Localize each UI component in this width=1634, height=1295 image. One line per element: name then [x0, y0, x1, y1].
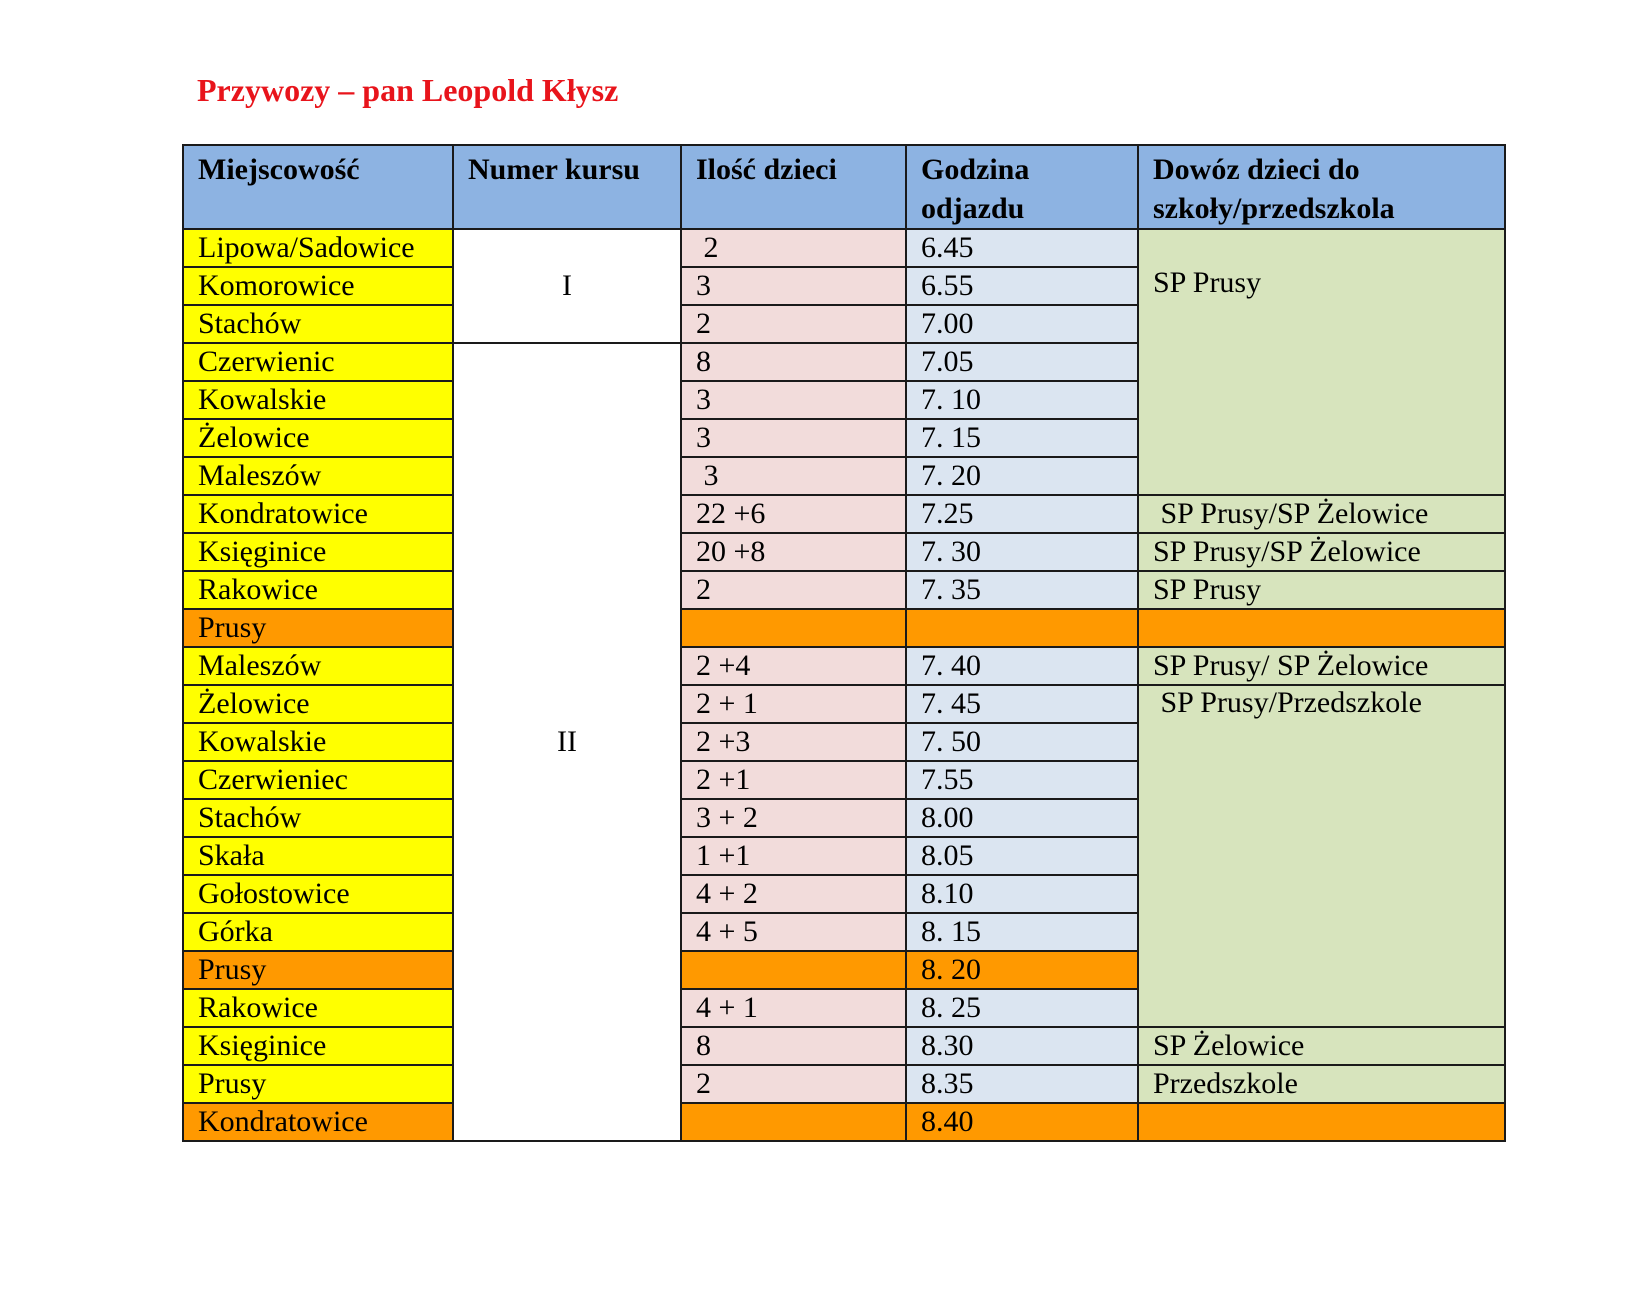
time-cell: 7. 20: [906, 457, 1138, 495]
kids-cell: 8: [681, 343, 906, 381]
destination-cell: SP Prusy/Przedszkole: [1138, 685, 1505, 1027]
table-row: [183, 1027, 1505, 1065]
kids-cell: 3: [681, 381, 906, 419]
kids-cell: 2 +3: [681, 723, 906, 761]
time-cell: 8. 15: [906, 913, 1138, 951]
destination-cell: [1138, 609, 1505, 647]
time-cell: 7.00: [906, 305, 1138, 343]
destination-cell: [1138, 1103, 1505, 1141]
place-cell: Księginice: [183, 533, 453, 571]
table-row: [183, 1103, 1505, 1141]
place-cell: Stachów: [183, 305, 453, 343]
kids-cell: 2 + 1: [681, 685, 906, 723]
kids-cell: 2 +4: [681, 647, 906, 685]
place-cell: Kowalskie: [183, 381, 453, 419]
place-cell: Skała: [183, 837, 453, 875]
destination-cell: SP Prusy: [1138, 229, 1505, 495]
kids-cell: 3: [681, 457, 906, 495]
kids-cell: 2: [681, 305, 906, 343]
place-cell: Maleszów: [183, 457, 453, 495]
time-cell: 7. 30: [906, 533, 1138, 571]
place-cell: Komorowice: [183, 267, 453, 305]
table-row: [183, 685, 1505, 723]
header-time-line1: Godzina: [921, 153, 1030, 186]
header-dest-line2: szkoły/przedszkola: [1153, 192, 1395, 225]
time-cell: 8.40: [906, 1103, 1138, 1141]
kids-cell: 20 +8: [681, 533, 906, 571]
time-cell: 7.25: [906, 495, 1138, 533]
kids-cell: 2: [681, 1065, 906, 1103]
place-cell: Czerwienic: [183, 343, 453, 381]
place-cell: Prusy: [183, 1065, 453, 1103]
place-cell: Żelowice: [183, 419, 453, 457]
destination-cell: SP Żelowice: [1138, 1027, 1505, 1065]
table-row: [183, 533, 1505, 571]
kids-cell: 1 +1: [681, 837, 906, 875]
place-cell: Stachów: [183, 799, 453, 837]
time-cell: 8.35: [906, 1065, 1138, 1103]
header-destination: [1138, 145, 1505, 229]
time-cell: 8.05: [906, 837, 1138, 875]
kids-cell: [681, 951, 906, 989]
destination-cell: SP Prusy: [1138, 571, 1505, 609]
time-cell: 7. 40: [906, 647, 1138, 685]
place-cell: Górka: [183, 913, 453, 951]
kids-cell: [681, 609, 906, 647]
table-row: [183, 229, 1505, 267]
table-row: [183, 1065, 1505, 1103]
place-cell: Kowalskie: [183, 723, 453, 761]
header-place: Miejscowość: [183, 145, 453, 229]
kids-cell: 4 + 2: [681, 875, 906, 913]
time-cell: 6.55: [906, 267, 1138, 305]
table-row: [183, 609, 1505, 647]
schedule-table: [182, 144, 1506, 1142]
place-cell: Księginice: [183, 1027, 453, 1065]
time-cell: 8.30: [906, 1027, 1138, 1065]
time-cell: 7. 35: [906, 571, 1138, 609]
time-cell: 7. 50: [906, 723, 1138, 761]
kids-cell: 4 + 5: [681, 913, 906, 951]
destination-cell: Przedszkole: [1138, 1065, 1505, 1103]
time-cell: 8.10: [906, 875, 1138, 913]
place-cell: Prusy: [183, 951, 453, 989]
time-cell: 6.45: [906, 229, 1138, 267]
time-cell: 7.05: [906, 343, 1138, 381]
kids-cell: 2 +1: [681, 761, 906, 799]
header-kids: Ilość dzieci: [681, 145, 906, 229]
kids-cell: 22 +6: [681, 495, 906, 533]
kids-cell: 3: [681, 419, 906, 457]
header-time-line2: odjazdu: [921, 192, 1025, 225]
course-cell-first: I: [453, 229, 681, 343]
table-row: [183, 495, 1505, 533]
kids-cell: 4 + 1: [681, 989, 906, 1027]
table-row: [183, 571, 1505, 609]
destination-cell: SP Prusy/SP Żelowice: [1138, 495, 1505, 533]
table-header-row: [183, 145, 1505, 229]
kids-cell: 2: [681, 229, 906, 267]
time-cell: 8. 25: [906, 989, 1138, 1027]
place-cell: Kondratowice: [183, 495, 453, 533]
page-title: Przywozy – pan Leopold Kłysz: [197, 72, 619, 108]
destination-cell: SP Prusy/ SP Żelowice: [1138, 647, 1505, 685]
time-cell: 7. 45: [906, 685, 1138, 723]
place-cell: Maleszów: [183, 647, 453, 685]
course-cell-second: II: [453, 343, 681, 1141]
place-cell: Kondratowice: [183, 1103, 453, 1141]
kids-cell: 2: [681, 571, 906, 609]
time-cell: [906, 609, 1138, 647]
kids-cell: 8: [681, 1027, 906, 1065]
kids-cell: 3 + 2: [681, 799, 906, 837]
time-cell: 8.00: [906, 799, 1138, 837]
place-cell: Gołostowice: [183, 875, 453, 913]
kids-cell: [681, 1103, 906, 1141]
time-cell: 7. 10: [906, 381, 1138, 419]
time-cell: 8. 20: [906, 951, 1138, 989]
header-dest-line1: Dowóz dzieci do: [1153, 153, 1360, 186]
table-row: [183, 647, 1505, 685]
place-cell: Rakowice: [183, 989, 453, 1027]
place-cell: Prusy: [183, 609, 453, 647]
header-time: [906, 145, 1138, 229]
header-course: Numer kursu: [453, 145, 681, 229]
destination-cell: SP Prusy/SP Żelowice: [1138, 533, 1505, 571]
time-cell: 7. 15: [906, 419, 1138, 457]
place-cell: Żelowice: [183, 685, 453, 723]
place-cell: Lipowa/Sadowice: [183, 229, 453, 267]
place-cell: Rakowice: [183, 571, 453, 609]
place-cell: Czerwieniec: [183, 761, 453, 799]
kids-cell: 3: [681, 267, 906, 305]
time-cell: 7.55: [906, 761, 1138, 799]
